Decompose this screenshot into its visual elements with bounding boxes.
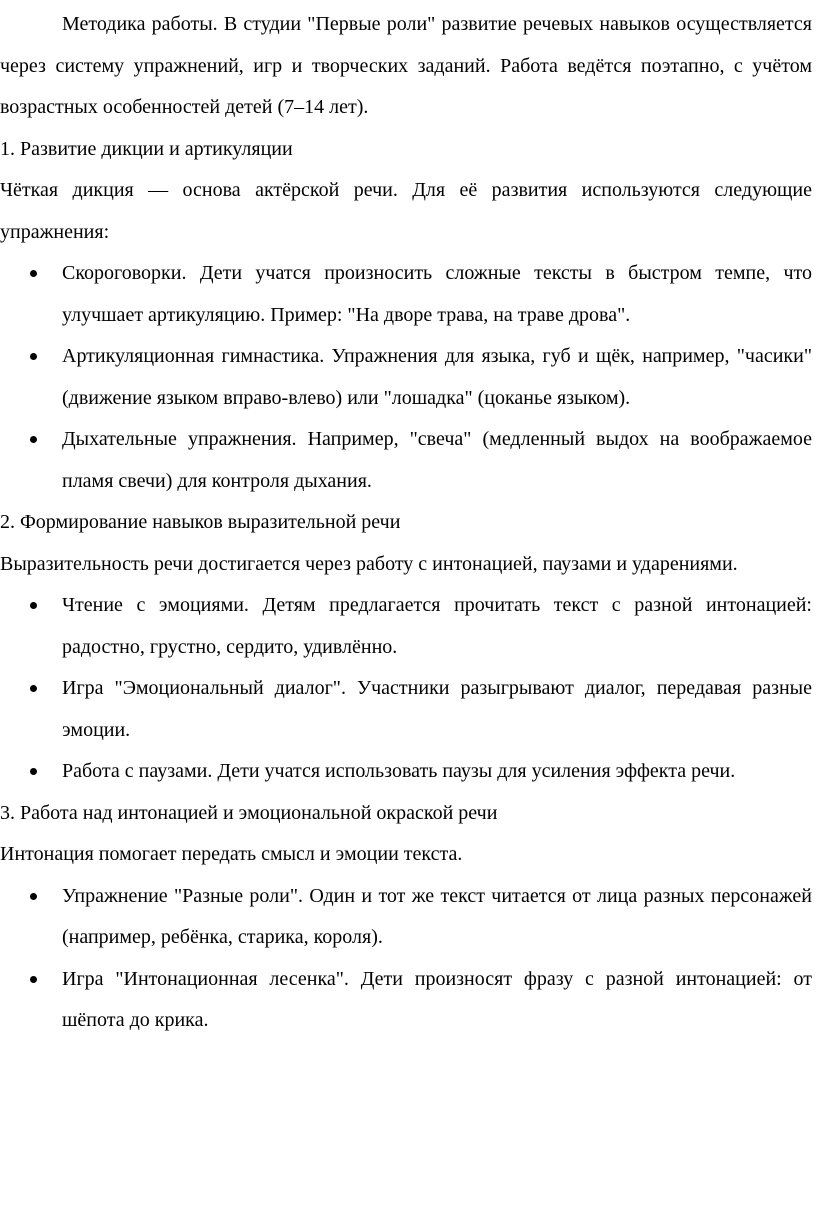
document-page <box>0 4 812 1042</box>
bullet-icon <box>30 976 37 983</box>
list-item-text: Игра "Интонационная лесенка". Дети произносят фразу с разной интонацией: от шёпота до крика. <box>62 967 812 1031</box>
list-item <box>0 419 812 502</box>
bullet-icon <box>30 602 37 609</box>
bullet-icon <box>30 270 37 277</box>
section-heading-3: 3. Работа над интонацией и эмоциональной окраской речи <box>0 801 498 824</box>
list-item <box>0 876 812 959</box>
list-item-text: Игра "Эмоциональный диалог". Участники разыгрывают диалог, передавая разные эмоции. <box>62 677 812 741</box>
list-item-text: Дыхательные упражнения. Например, "свеча" (медленный выдох на воображаемое пламя свечи) для контроля дыхания. <box>62 428 812 492</box>
bullet-icon <box>30 353 37 360</box>
list-item-text: Работа с паузами. Дети учатся использовать паузы для усиления эффекта речи. <box>62 760 736 782</box>
bullet-list-3 <box>0 876 812 1042</box>
bullet-list-2 <box>0 585 812 793</box>
bullet-icon <box>30 685 37 692</box>
list-item <box>0 751 812 793</box>
list-item-text: Артикуляционная гимнастика. Упражнения для языка, губ и щёк, например, "часики" (движение языком вправо-влево) или "лошадка" (цоканье языком). <box>62 345 812 409</box>
section-heading-1: 1. Развитие дикции и артикуляции <box>0 137 293 160</box>
bullet-list-1 <box>0 253 812 502</box>
section-heading-2: 2. Формирование навыков выразительной речи <box>0 511 401 533</box>
list-item <box>0 668 812 751</box>
list-item <box>0 959 812 1042</box>
section-text-2: Выразительность речи достигается через работу с интонацией, паузами и ударениями. <box>0 552 738 575</box>
list-item <box>0 585 812 668</box>
list-item-text: Чтение с эмоциями. Детям предлагается прочитать текст с разной интонацией: радостно, грустно, сердито, удивлённо. <box>62 594 812 658</box>
list-item-text: Упражнение "Разные роли". Один и тот же текст читается от лица разных персонажей (например, ребёнка, старика, короля). <box>62 884 812 948</box>
intro-paragraph: Методика работы. В студии "Первые роли" развитие речевых навыков осуществляется через систему упражнений, игр и творческих заданий. Работа ведётся поэтапно, с учётом возрастных особенностей детей (7–14 лет). <box>0 13 812 118</box>
bullet-icon <box>30 436 37 443</box>
bullet-icon <box>30 893 37 900</box>
list-item <box>0 253 812 336</box>
bullet-icon <box>30 768 37 775</box>
list-item-text: Скороговорки. Дети учатся произносить сложные тексты в быстром темпе, что улучшает артикуляцию. Пример: "На дворе трава, на траве дрова". <box>62 262 812 326</box>
list-item <box>0 336 812 419</box>
section-text-1: Чёткая дикция — основа актёрской речи. Для её развития используются следующие упражнения: <box>0 179 812 243</box>
section-text-3: Интонация помогает передать смысл и эмоции текста. <box>0 843 463 865</box>
